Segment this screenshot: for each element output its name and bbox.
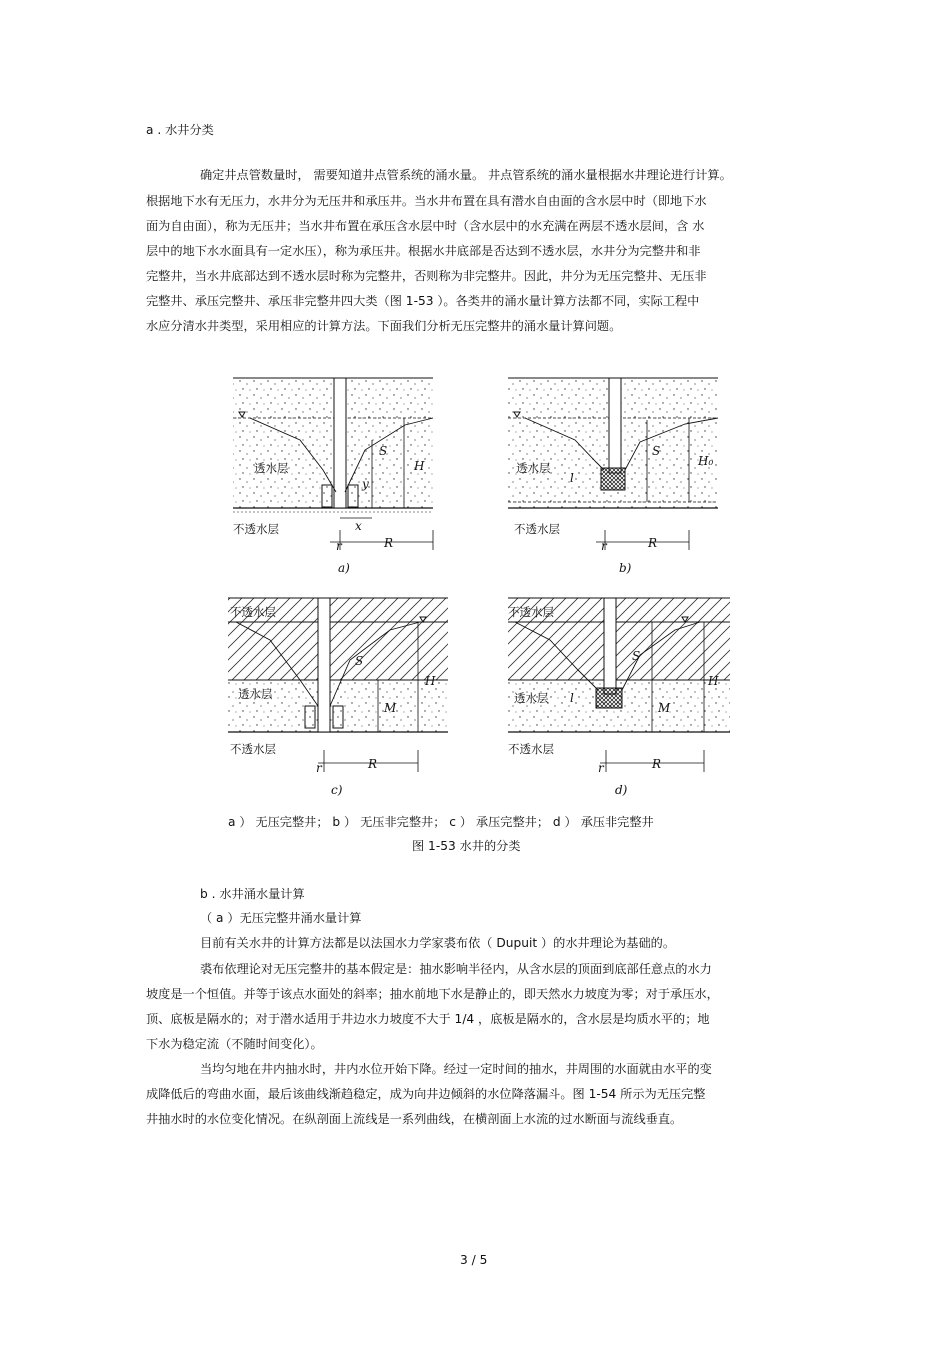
impermeable-layer-label: 不透水层: [514, 522, 560, 536]
figure-caption-title: 图 1-53 水井的分类: [412, 839, 521, 853]
panel-label-d: d): [615, 783, 628, 797]
symbol-S: S: [379, 444, 388, 458]
permeable-layer-label: 透水层: [238, 687, 273, 701]
paragraph-line: 水应分清水井类型，采用相应的计算方法。下面我们分析无压完整井的涌水量计算问题。: [146, 319, 622, 333]
symbol-r: r: [336, 539, 342, 553]
paragraph-line: 目前有关水井的计算方法都是以法国水力学家裘布依（ Dupuit ）的水井理论为基础的。: [200, 936, 676, 950]
panel-c-confined-complete-well: [228, 598, 448, 797]
symbol-M: M: [658, 701, 671, 715]
permeable-layer-label: 透水层: [516, 461, 551, 475]
paragraph-line: 完整井，当水井底部达到不透水层时称为完整井，否则称为非完整井。因此，井分为无压完整井、无压非: [146, 269, 707, 283]
symbol-r: r: [316, 761, 322, 775]
impermeable-layer-label: 不透水层: [508, 605, 554, 619]
impermeable-layer-label: 不透水层: [508, 742, 554, 756]
symbol-R: R: [384, 536, 394, 550]
paragraph-line: 裘布依理论对无压完整井的基本假定是：抽水影响半径内，从含水层的顶面到底部任意点的水力: [200, 962, 712, 976]
paragraph-line: 根据地下水有无压力，水井分为无压井和承压井。当水井布置在具有潜水自由面的含水层中时（即地下水: [146, 194, 707, 208]
panel-label-c: c): [331, 783, 343, 797]
symbol-r: r: [601, 539, 607, 553]
permeable-layer-label: 透水层: [514, 691, 549, 705]
symbol-R: R: [652, 757, 662, 771]
panel-a-unconfined-complete-well: [233, 378, 433, 575]
paragraph-line: 坡度是一个恒值。并等于该点水面处的斜率；抽水前地下水是静止的，即天然水力坡度为零；对于承压水，: [146, 987, 719, 1001]
symbol-R: R: [648, 536, 658, 550]
subsection-heading: （ a ）无压完整井涌水量计算: [200, 911, 362, 925]
paragraph-line: 成降低后的弯曲水面，最后该曲线渐趋稳定，成为向井边倾斜的水位降落漏斗。图 1-54 所示为无压完整: [146, 1087, 706, 1101]
panel-label-b: b): [619, 561, 632, 575]
symbol-S: S: [632, 649, 641, 663]
paragraph-line: 井抽水时的水位变化情况。在纵剖面上流线是一系列曲线，在横剖面上水流的过水断面与流线垂直。: [146, 1112, 683, 1126]
symbol-y: y: [362, 477, 369, 491]
impermeable-layer-label: 不透水层: [230, 742, 276, 756]
symbol-l: l: [570, 691, 574, 705]
paragraph-line: 当均匀地在井内抽水时，井内水位开始下降。经过一定时间的抽水，井周围的水面就由水平的变: [200, 1062, 712, 1076]
paragraph-line: 完整井、承压完整井、承压非完整井四大类（图 1-53 ）。各类井的涌水量计算方法都不同，实际工程中: [146, 294, 700, 308]
section-heading-b: b . 水井涌水量计算: [200, 887, 305, 901]
symbol-H0: H₀: [698, 454, 714, 468]
section-heading-a: a . 水井分类: [146, 123, 214, 137]
symbol-M: M: [384, 701, 397, 715]
paragraph-line: 面为自由面），称为无压井；当水井布置在承压含水层中时（含水层中的水充满在两层不透水层间，含 水: [146, 219, 705, 233]
figure-caption-types: a ） 无压完整井； b ） 无压非完整井； c ） 承压完整井； d ） 承压非完整井: [228, 815, 654, 829]
symbol-x: x: [355, 519, 362, 533]
paragraph-line: 确定井点管数量时， 需要知道井点管系统的涌水量。 井点管系统的涌水量根据水井理论进行计算。: [200, 168, 732, 182]
paragraph-line: 顶、底板是隔水的；对于潜水适用于井边水力坡度不大于 1/4 ，底板是隔水的，含水层是均质水平的；地: [146, 1012, 710, 1026]
panel-b-unconfined-incomplete-well: [508, 378, 718, 575]
symbol-R: R: [368, 757, 378, 771]
symbol-S: S: [652, 444, 661, 458]
paragraph-line: 层中的地下水水面具有一定水压），称为承压井。根据水井底部是否达到不透水层，水井分为完整井和非: [146, 244, 701, 258]
permeable-layer-label: 透水层: [254, 461, 289, 475]
symbol-S: S: [355, 654, 364, 668]
symbol-H: H: [414, 459, 425, 473]
symbol-r: r: [598, 761, 604, 775]
impermeable-layer-label: 不透水层: [233, 522, 279, 536]
symbol-H: H: [425, 674, 436, 688]
panel-label-a: a): [338, 561, 350, 575]
paragraph-line: 下水为稳定流（不随时间变化）。: [146, 1037, 323, 1051]
impermeable-layer-label: 不透水层: [230, 605, 276, 619]
symbol-l: l: [570, 471, 574, 485]
panel-d-confined-incomplete-well: [508, 598, 730, 797]
page-number: 3 / 5: [460, 1253, 488, 1267]
symbol-H: H: [708, 674, 719, 688]
